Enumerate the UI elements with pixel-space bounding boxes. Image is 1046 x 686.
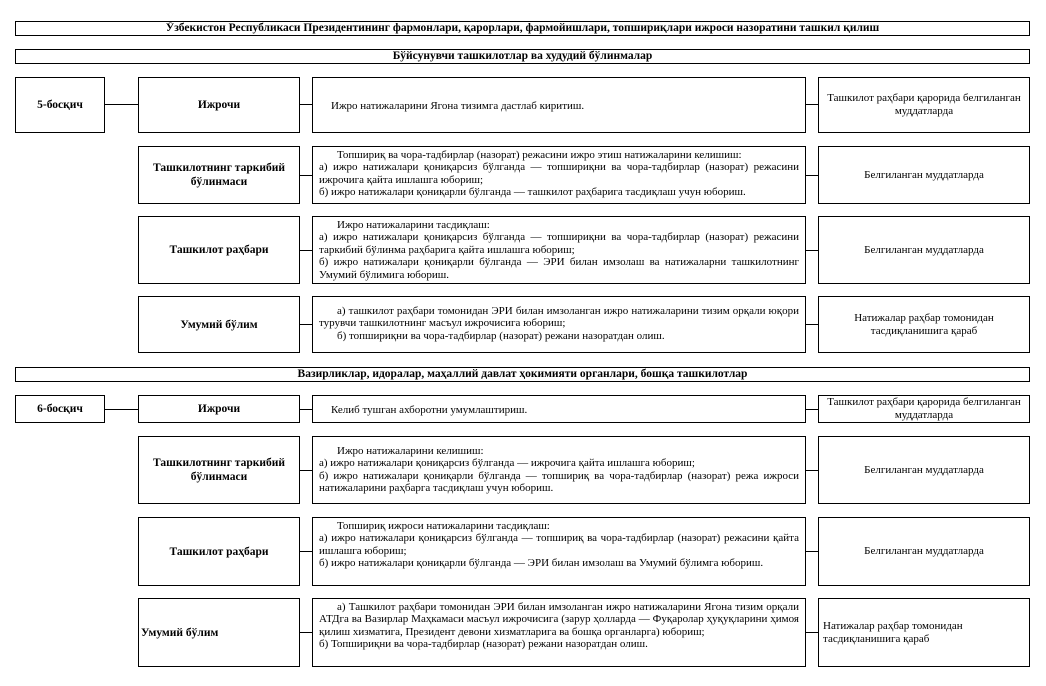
deadline-cell: Белгиланган муддатларда (818, 517, 1030, 586)
connector-line (806, 409, 818, 410)
connector-line (806, 551, 818, 552)
description-line: б) топшириқни ва чора-тадбирлар (назорат) режани назоратдан олиш. (337, 329, 665, 342)
description-line: Ижро натижаларини Ягона тизимга дастлаб киритиш. (331, 99, 585, 112)
deadline-cell: Белгиланган муддатларда (818, 436, 1030, 504)
stage-label: 5-босқич (15, 77, 105, 133)
connector-line (300, 104, 312, 105)
connector-line (806, 324, 818, 325)
role-general-department: Умумий бўлим (138, 296, 300, 353)
connector-line (300, 324, 312, 325)
description-line: а) ташкилот раҳбари томонидан ЭРИ билан имзоланган ижро натижаларини тизим орқали юқори турувчи ташкилотнинг масъул ижрочисига юбориш; (319, 305, 799, 330)
step-description (312, 395, 806, 423)
description-line: б) ижро натижалари қониқарли бўлганда — ташкилот раҳбарига тасдиқлаш учун юбориш. (319, 186, 746, 199)
deadline-cell: Натижалар раҳбар томонидан тасдиқланишига қараб (818, 296, 1030, 353)
connector-line (300, 250, 312, 251)
deadline-cell: Белгиланган муддатларда (818, 146, 1030, 204)
description-line: Келиб тушган ахборотни умумлаштириш. (331, 403, 528, 416)
description-line: а) ижро натижалари қониқарсиз бўлганда — топшириқни ва чора-тадбирлар (назорат) режасини таркибий бўлинма раҳбарига қайта ишлашга юбориш; (319, 231, 799, 256)
description-line: б) ижро натижалари қониқарли бўлганда — топшириқ ва чора-тадбирлар (назорат) режа ижроси натижаларини раҳбарга тасдиқлаш учун юбориш. (319, 469, 799, 495)
description-line: а) ижро натижалари қониқарсиз бўлганда — ижрочига қайта ишлашга юбориш; (319, 457, 695, 470)
deadline-cell: Белгиланган муддатларда (818, 216, 1030, 284)
deadline-cell: Ташкилот раҳбари қарорида белгиланган муддатларда (818, 395, 1030, 423)
role-organization-head: Ташкилот раҳбари (138, 517, 300, 586)
connector-line (300, 175, 312, 176)
description-line: Ижро натижаларини келишиш: (337, 445, 484, 457)
role-structural-unit: Ташкилотнинг таркибий бўлинмаси (138, 146, 300, 204)
step-description (312, 598, 806, 667)
connector-line (300, 632, 312, 633)
description-line: Топшириқ ва чора-тадбирлар (назорат) режасини ижро этиш натижаларини келишиш: (337, 149, 742, 161)
connector-line (300, 551, 312, 552)
connector-line (806, 250, 818, 251)
step-description (312, 517, 806, 586)
connector-line (806, 470, 818, 471)
role-executor: Ижрочи (138, 77, 300, 133)
description-line: а) Ташкилот раҳбари томонидан ЭРИ билан имзоланган ижро натижаларини Ягона тизим орқали АТДга ва Вазирлар Маҳкамаси масъул ижрочисига (зарур ҳолларда — Фуқаролар ҳуқуқларини ҳимоя қилиш хизматига, Президент девони хизматларига ва бошқа органларга) юбориш; (319, 601, 799, 638)
section-heading: Вазирликлар, идоралар, маҳаллий давлат ҳокимияти органлари, бошқа ташкилотлар (15, 367, 1030, 382)
connector-line (806, 175, 818, 176)
deadline-cell: Ташкилот раҳбари қарорида белгиланган муддатларда (818, 77, 1030, 133)
stage-label: 6-босқич (15, 395, 105, 423)
connector-line (105, 104, 138, 105)
role-organization-head: Ташкилот раҳбари (138, 216, 300, 284)
step-description (312, 146, 806, 204)
description-line: б) ижро натижалари қониқарли бўлганда — ЭРИ билан имзолаш ва Умумий бўлимга юбориш. (319, 557, 764, 570)
connector-line (300, 409, 312, 410)
description-line: а) ижро натижалари қониқарсиз бўлганда — топшириқ ва чора-тадбирлар (назорат) режасини қайта ишлашга юбориш; (319, 532, 799, 557)
role-general-department: Умумий бўлим (138, 598, 300, 667)
connector-line (300, 470, 312, 471)
step-description (312, 216, 806, 284)
step-description (312, 77, 806, 133)
role-executor: Ижрочи (138, 395, 300, 423)
role-structural-unit: Ташкилотнинг таркибий бўлинмаси (138, 436, 300, 504)
section-heading: Бўйсунувчи ташкилотлар ва худудий бўлинмалар (15, 49, 1030, 64)
description-line: Топшириқ ижроси натижаларини тасдиқлаш: (337, 520, 550, 532)
connector-line (806, 632, 818, 633)
description-line: а) ижро натижалари қониқарсиз бўлганда — топшириқни ва чора-тадбирлар (назорат) режасини ижрочига қайта ишлашга юбориш; (319, 161, 799, 186)
description-line: б) ижро натижалари қониқарли бўлганда — ЭРИ билан имзолаш ва натижаларни ташкилотнинг Умумий бўлимига юбориш. (319, 256, 799, 281)
connector-line (105, 409, 138, 410)
page-title: Ўзбекистон Республикаси Президентининг фармонлари, қарорлари, фармойишлари, топшириқлари ижроси назоратини ташкил қилиш (15, 21, 1030, 36)
deadline-cell: Натижалар раҳбар томонидан тасдиқланишига қараб (818, 598, 1030, 667)
step-description (312, 296, 806, 353)
description-line: Ижро натижаларини тасдиқлаш: (337, 219, 490, 231)
step-description (312, 436, 806, 504)
description-line: б) Топшириқни ва чора-тадбирлар (назорат) режани назоратдан олиш. (319, 638, 648, 651)
connector-line (806, 104, 818, 105)
